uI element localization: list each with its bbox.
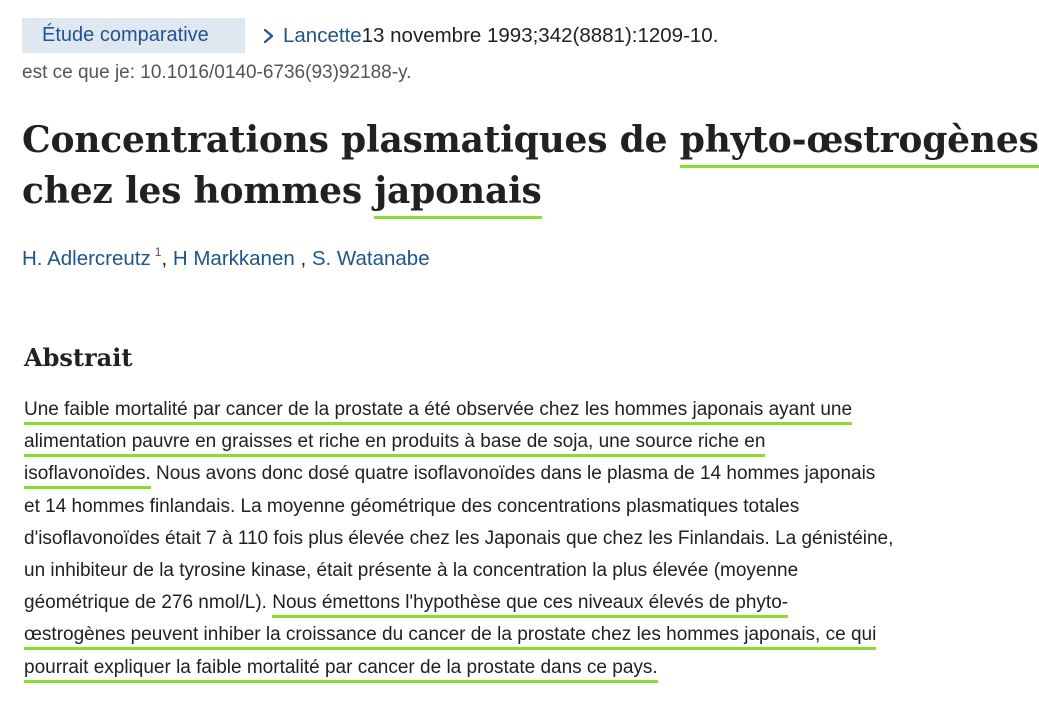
author-list bbox=[22, 245, 430, 271]
title-highlight: phyto-œstrogènes bbox=[680, 119, 1039, 168]
article-title bbox=[22, 115, 1039, 217]
doi-line: est ce que je: 10.1016/0140-6736(93)92188-y. bbox=[22, 62, 412, 83]
publication-type-badge[interactable]: Étude comparative bbox=[22, 18, 245, 53]
highlighted-text: Une faible mortalité par cancer de la prostate a été observée chez les hommes japonais ayant une bbox=[24, 399, 852, 425]
abstract-line bbox=[24, 458, 984, 490]
abstract-sentence: géométrique de 276 nmol/L). bbox=[24, 592, 273, 614]
abstract-line bbox=[24, 587, 984, 619]
abstract-line bbox=[24, 394, 984, 426]
abstract-text bbox=[24, 394, 984, 684]
title-line-1 bbox=[22, 115, 1039, 166]
author-link[interactable]: H Markkanen bbox=[172, 247, 295, 270]
article-meta-row bbox=[22, 18, 718, 53]
highlighted-text: œstrogènes peuvent inhiber la croissance du cancer de la prostate chez les hommes japonais, ce qui bbox=[24, 624, 876, 650]
highlighted-text: isoflavonoïdes. bbox=[24, 463, 151, 489]
highlighted-text: Nous émettons l'hypothèse que ces niveaux élevés de phyto- bbox=[272, 592, 788, 618]
author-link[interactable]: H. Adlercreutz bbox=[22, 247, 151, 270]
abstract-sentence: Nous avons donc dosé quatre isoflavonoïdes dans le plasma de 14 hommes japonais bbox=[150, 463, 876, 485]
chevron-right-icon bbox=[261, 26, 277, 46]
author-link[interactable]: S. Watanabe bbox=[311, 247, 430, 270]
abstract-line: et 14 hommes finlandais. La moyenne géométrique des concentrations plasmatiques totales bbox=[24, 495, 800, 517]
title-highlight: japonais bbox=[374, 170, 541, 219]
citation-text: 13 novembre 1993;342(8881):1209-10. bbox=[361, 23, 719, 47]
abstract-line bbox=[24, 619, 984, 651]
journal-citation bbox=[261, 24, 718, 48]
abstract-line: un inhibiteur de la tyrosine kinase, était présente à la concentration la plus élevée (moyenne bbox=[24, 560, 799, 582]
abstract-line bbox=[24, 652, 984, 684]
highlighted-text: pourrait expliquer la faible mortalité par cancer de la prostate dans ce pays. bbox=[24, 657, 658, 683]
abstract-heading: Abstrait bbox=[24, 343, 133, 372]
affiliation-marker[interactable]: 1 bbox=[154, 245, 162, 259]
abstract-line: d'isoflavonoïdes était 7 à 110 fois plus élevée chez les Japonais que chez les Finlandais. La génistéine, bbox=[24, 527, 894, 549]
abstract-line bbox=[24, 426, 984, 458]
author-separator: , bbox=[294, 247, 312, 270]
title-text: chez les hommes bbox=[22, 170, 375, 212]
author-separator: , bbox=[161, 247, 173, 270]
journal-link[interactable]: Lancette bbox=[283, 23, 362, 47]
title-text: Concentrations plasmatiques de bbox=[22, 119, 680, 161]
highlighted-text: alimentation pauvre en graisses et riche en produits à base de soja, une source riche en bbox=[24, 431, 765, 457]
title-line-2 bbox=[22, 166, 992, 217]
